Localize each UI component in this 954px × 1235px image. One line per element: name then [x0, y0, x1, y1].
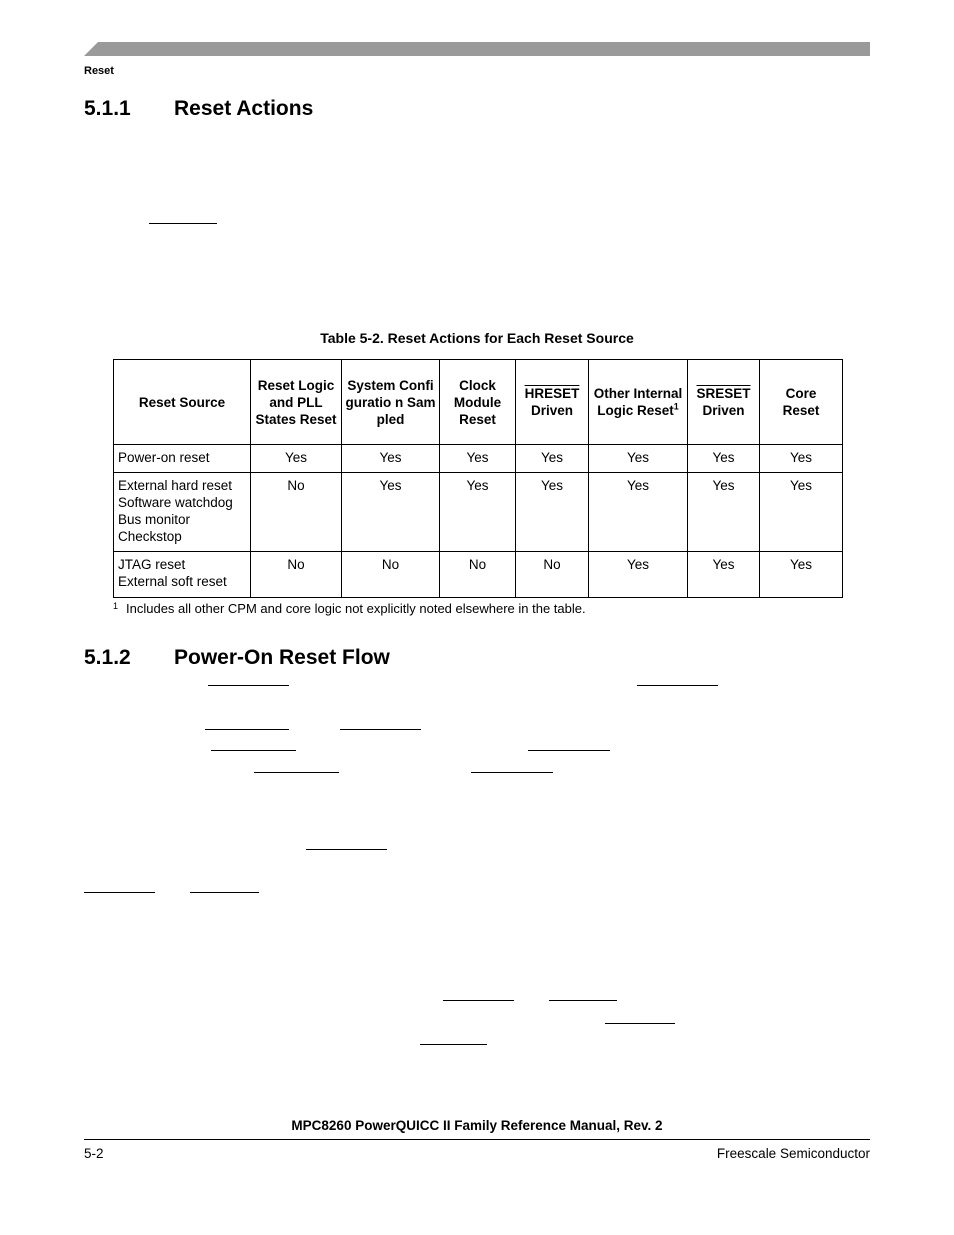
reset-actions-table [113, 359, 843, 598]
signal-overline-mark [190, 892, 259, 893]
row-source-cell [114, 552, 251, 598]
table-cell: Yes [688, 473, 760, 552]
col-header-reset-source: Reset Source [114, 360, 251, 445]
table-row [114, 552, 843, 598]
section-title: Reset Actions [174, 97, 314, 120]
col-header-clock-module-text: Clock Module Reset [453, 377, 502, 427]
col-header-hreset-driven: Driven [530, 403, 574, 418]
table-cell: Yes [440, 473, 516, 552]
col-header-reset-logic [251, 360, 342, 445]
col-header-other-internal [589, 360, 688, 445]
table-cell: Yes [440, 445, 516, 473]
signal-overline-mark [420, 1044, 487, 1045]
row-source: Power-on reset [118, 450, 210, 465]
col-header-system-config [342, 360, 440, 445]
section-title: Power-On Reset Flow [174, 646, 390, 669]
signal-overline-mark [605, 1023, 675, 1024]
table-cell: No [440, 552, 516, 598]
row-source: External soft reset [118, 574, 227, 589]
row-source: External hard reset [118, 478, 233, 493]
footnote-mark: 1 [113, 601, 119, 611]
table-cell: No [251, 552, 342, 598]
table-row [114, 445, 843, 473]
footer-divider [84, 1139, 870, 1140]
table-cell: Yes [589, 552, 688, 598]
footnote-ref: 1 [673, 401, 679, 412]
signal-overline-mark [443, 1000, 514, 1001]
table-cell: Yes [251, 445, 342, 473]
table-cell: Yes [516, 473, 589, 552]
page-number: 5-2 [84, 1146, 104, 1161]
col-header-hreset [516, 360, 589, 445]
footer-manual-title: MPC8260 PowerQUICC II Family Reference Manual, Rev. 2 [291, 1118, 663, 1133]
signal-overline-mark [208, 685, 289, 686]
running-header: Reset [84, 65, 114, 77]
section-number: 5.1.2 [84, 646, 131, 669]
table-cell: No [516, 552, 589, 598]
table-caption: Table 5-2. Reset Actions for Each Reset Source [320, 330, 634, 346]
table-cell: Yes [760, 445, 843, 473]
table-cell: No [342, 552, 440, 598]
row-source: Checkstop [118, 529, 182, 544]
table-footnote [113, 601, 586, 616]
table-cell: Yes [760, 552, 843, 598]
signal-overline-mark [528, 750, 610, 751]
table-cell: Yes [342, 445, 440, 473]
table-cell: No [251, 473, 342, 552]
section-heading-5-1-2 [84, 646, 390, 670]
row-source: Software watchdog [118, 495, 233, 510]
col-header-core-reset [760, 360, 843, 445]
signal-overline-mark [211, 750, 296, 751]
section-heading-5-1-1 [84, 97, 313, 121]
col-header-sreset-driven: Driven [702, 403, 745, 418]
signal-overline-mark [340, 729, 421, 730]
signal-overline-mark [471, 772, 553, 773]
signal-overline-mark [84, 892, 155, 893]
signal-overline-mark [637, 685, 718, 686]
table-cell: Yes [589, 445, 688, 473]
signal-overline-mark [254, 772, 339, 773]
table-header-row [114, 360, 843, 445]
col-header-system-config-text: System Configuratio n Sampled [345, 377, 436, 427]
signal-overline-mark [549, 1000, 617, 1001]
footnote-text: Includes all other CPM and core logic not explicitly noted elsewhere in the table. [126, 601, 586, 616]
col-header-sreset [688, 360, 760, 445]
signal-overline-mark [149, 223, 217, 224]
table-row [114, 473, 843, 552]
header-bar [84, 42, 870, 56]
table-cell: Yes [342, 473, 440, 552]
col-header-core-reset-text: Core Reset [782, 386, 820, 418]
col-header-sreset-signal: SRESET [696, 386, 751, 401]
row-source-cell [114, 445, 251, 473]
col-header-other-internal-text: Other Internal Logic Reset [593, 386, 683, 418]
col-header-reset-logic-text: Reset Logic and PLL States Reset [255, 377, 337, 427]
table-cell: Yes [589, 473, 688, 552]
row-source: JTAG reset [118, 557, 186, 572]
row-source: Bus monitor [118, 512, 191, 527]
table-cell: Yes [760, 473, 843, 552]
footer-company: Freescale Semiconductor [716, 1146, 870, 1161]
col-header-clock-module [440, 360, 516, 445]
row-source-cell [114, 473, 251, 552]
table-cell: Yes [516, 445, 589, 473]
signal-overline-mark [306, 849, 387, 850]
col-header-hreset-signal: HRESET [524, 386, 580, 401]
signal-overline-mark [205, 729, 289, 730]
section-number: 5.1.1 [84, 97, 131, 120]
table-cell: Yes [688, 552, 760, 598]
table-cell: Yes [688, 445, 760, 473]
